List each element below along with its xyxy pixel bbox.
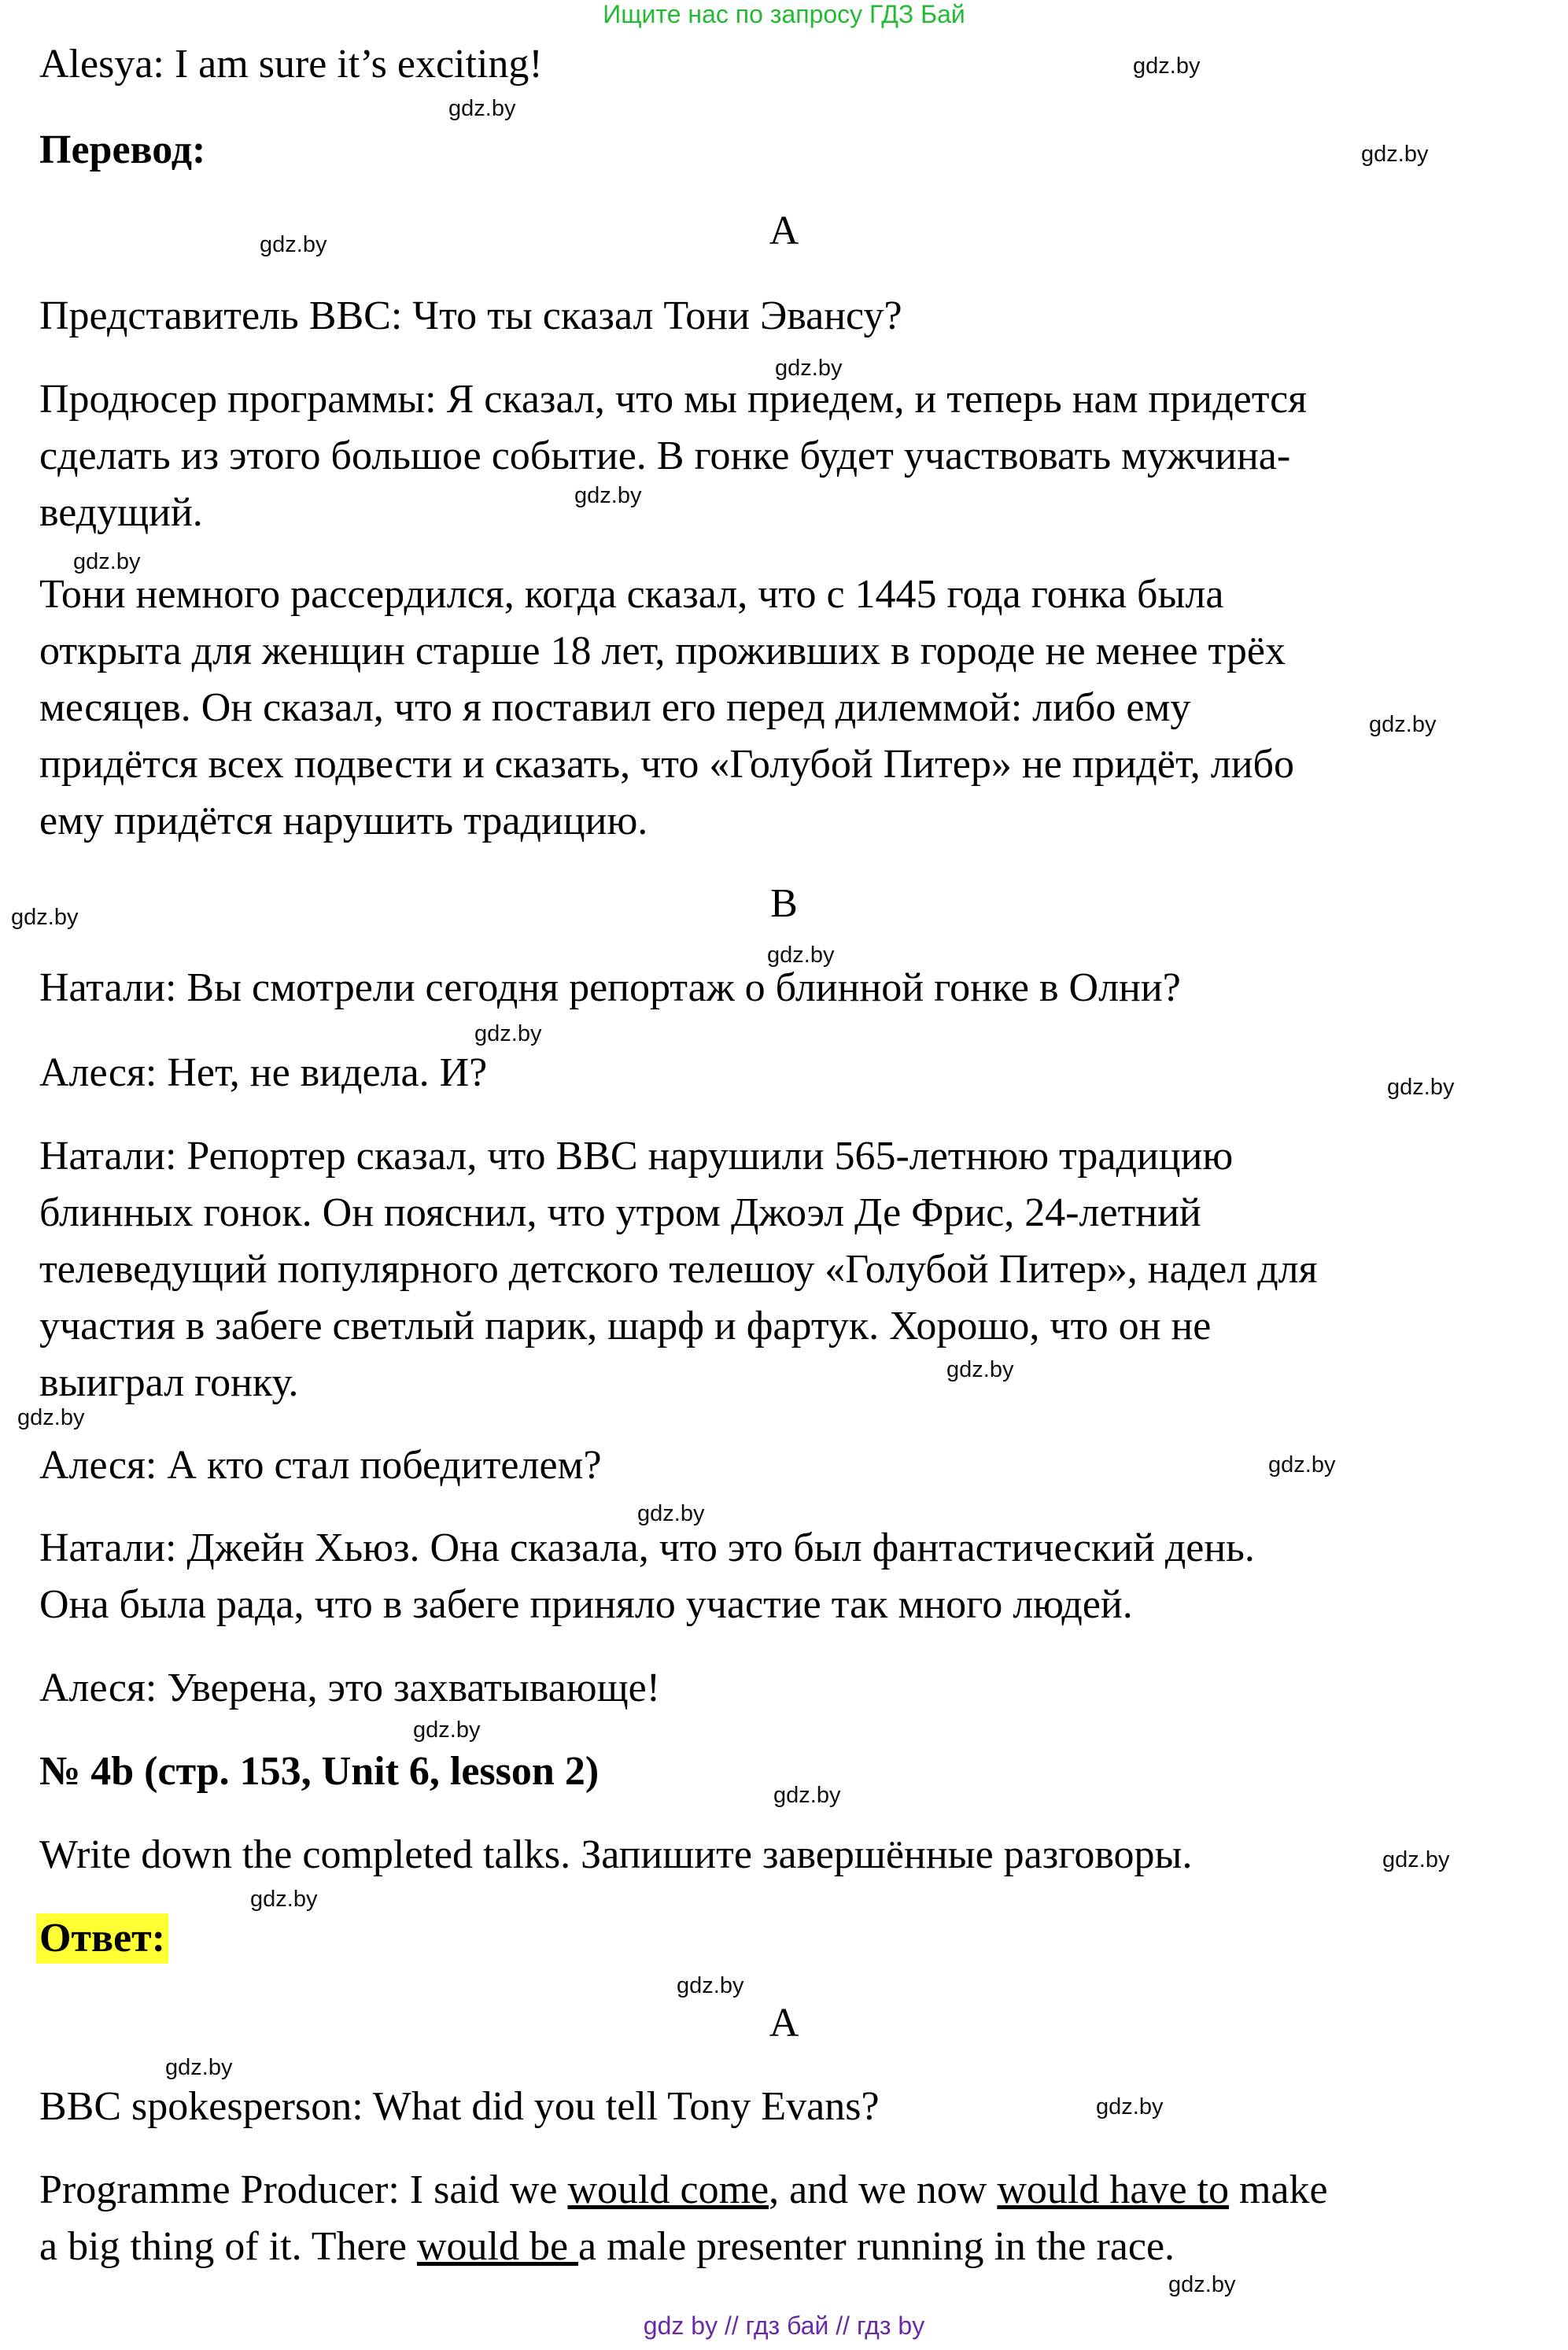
alesya-line-ru-2: Алеся: А кто стал победителем? — [39, 1443, 602, 1488]
watermark: gdz.by — [165, 2055, 233, 2080]
watermark: gdz.by — [1361, 142, 1429, 167]
section-b-heading: B — [770, 881, 798, 926]
producer-line-en-2 — [39, 2219, 1534, 2275]
watermark: gdz.by — [1382, 1847, 1450, 1872]
watermark: gdz.by — [1168, 2272, 1236, 2297]
watermark: gdz.by — [1369, 712, 1437, 737]
producer-text: a big thing of it. There — [39, 2224, 417, 2269]
watermark: gdz.by — [1268, 1452, 1336, 1478]
watermark: gdz.by — [474, 1021, 542, 1046]
producer-line-ru-3: ведущий. — [39, 490, 203, 535]
answer-label: Ответ: — [36, 1913, 168, 1964]
watermark: gdz.by — [946, 1357, 1014, 1382]
producer-line-ru-2: сделать из этого большое событие. В гонке будет участвовать мужчина- — [39, 433, 1291, 478]
alesya-line-ru-3: Алеся: Уверена, это захватывающе! — [39, 1666, 661, 1710]
watermark: gdz.by — [574, 483, 642, 508]
natali-line-ru-1: Натали: Вы смотрели сегодня репортаж о блинной гонке в Олни? — [39, 965, 1181, 1010]
translation-heading: Перевод: — [39, 127, 206, 172]
underlined-answer: would have to — [997, 2167, 1229, 2212]
watermark: gdz.by — [11, 905, 79, 930]
section-a-heading: A — [769, 208, 799, 253]
watermark: gdz.by — [677, 1973, 744, 1998]
watermark: gdz.by — [775, 356, 843, 381]
producer-text: a male presenter running in the race. — [578, 2224, 1175, 2269]
watermark: gdz.by — [250, 1887, 318, 1912]
tony-line-ru-1: Тони немного рассердился, когда сказал, что с 1445 года гонка была — [39, 572, 1224, 617]
watermark: gdz.by — [767, 943, 835, 968]
footer-links[interactable]: gdz by // гдз бай // гдз by — [643, 2311, 925, 2340]
tony-line-ru-3: месяцев. Он сказал, что я поставил его перед дилеммой: либо ему — [39, 685, 1191, 730]
watermark: gdz.by — [1133, 53, 1201, 79]
natali-line-ru-2-3: телеведущий популярного детского телешоу «Голубой Питер», надел для — [39, 1247, 1318, 1292]
watermark: gdz.by — [637, 1501, 705, 1526]
producer-line-en-1 — [39, 2162, 1534, 2219]
watermark: gdz.by — [1096, 2094, 1164, 2119]
natali-line-ru-3-1: Натали: Джейн Хьюз. Она сказала, что это был фантастический день. — [39, 1525, 1255, 1570]
alesya-line-en: Alesya: I am sure it’s exciting! — [39, 42, 543, 87]
natali-line-ru-2-5: выиграл гонку. — [39, 1360, 299, 1405]
tony-line-ru-5: ему придётся нарушить традицию. — [39, 799, 648, 843]
alesya-line-ru-1: Алеся: Нет, не видела. И? — [39, 1050, 488, 1095]
producer-text: make — [1228, 2167, 1328, 2212]
tony-line-ru-4: придётся всех подвести и сказать, что «Голубой Питер» не придёт, либо — [39, 742, 1295, 787]
section-a-answer-heading: A — [769, 2001, 799, 2046]
underlined-answer: would come — [567, 2167, 769, 2212]
natali-line-ru-2-4: участия в забеге светлый парик, шарф и фартук. Хорошо, что он не — [39, 1304, 1212, 1348]
watermark: gdz.by — [448, 96, 516, 121]
bbc-line-ru: Представитель BBC: Что ты сказал Тони Эвансу? — [39, 293, 902, 338]
top-banner-link[interactable]: Ищите нас по запросу ГДЗ Бай — [603, 0, 965, 28]
watermark: gdz.by — [17, 1405, 85, 1430]
underlined-answer: would be — [416, 2224, 579, 2269]
bbc-line-en: BBC spokesperson: What did you tell Tony Evans? — [39, 2084, 880, 2129]
watermark: gdz.by — [73, 549, 141, 574]
task-text: Write down the completed talks. Запишите завершённые разговоры. — [39, 1832, 1193, 1877]
watermark: gdz.by — [1387, 1075, 1455, 1100]
natali-line-ru-2-2: блинных гонок. Он пояснил, что утром Джоэл Де Фрис, 24-летний — [39, 1190, 1201, 1235]
natali-line-ru-3-2: Она была рада, что в забеге приняло участие так много людей. — [39, 1582, 1133, 1627]
producer-text: , and we now — [769, 2167, 998, 2212]
watermark: gdz.by — [260, 232, 327, 257]
task-heading: № 4b (стр. 153, Unit 6, lesson 2) — [39, 1749, 600, 1794]
watermark: gdz.by — [413, 1717, 481, 1743]
watermark: gdz.by — [773, 1783, 841, 1808]
producer-text: Programme Producer: I said we — [39, 2167, 568, 2212]
tony-line-ru-2: открыта для женщин старше 18 лет, проживших в городе не менее трёх — [39, 629, 1286, 673]
producer-line-ru-1: Продюсер программы: Я сказал, что мы приедем, и теперь нам придется — [39, 377, 1308, 422]
natali-line-ru-2-1: Натали: Репортер сказал, что BBC нарушили 565-летнюю традицию — [39, 1134, 1234, 1179]
